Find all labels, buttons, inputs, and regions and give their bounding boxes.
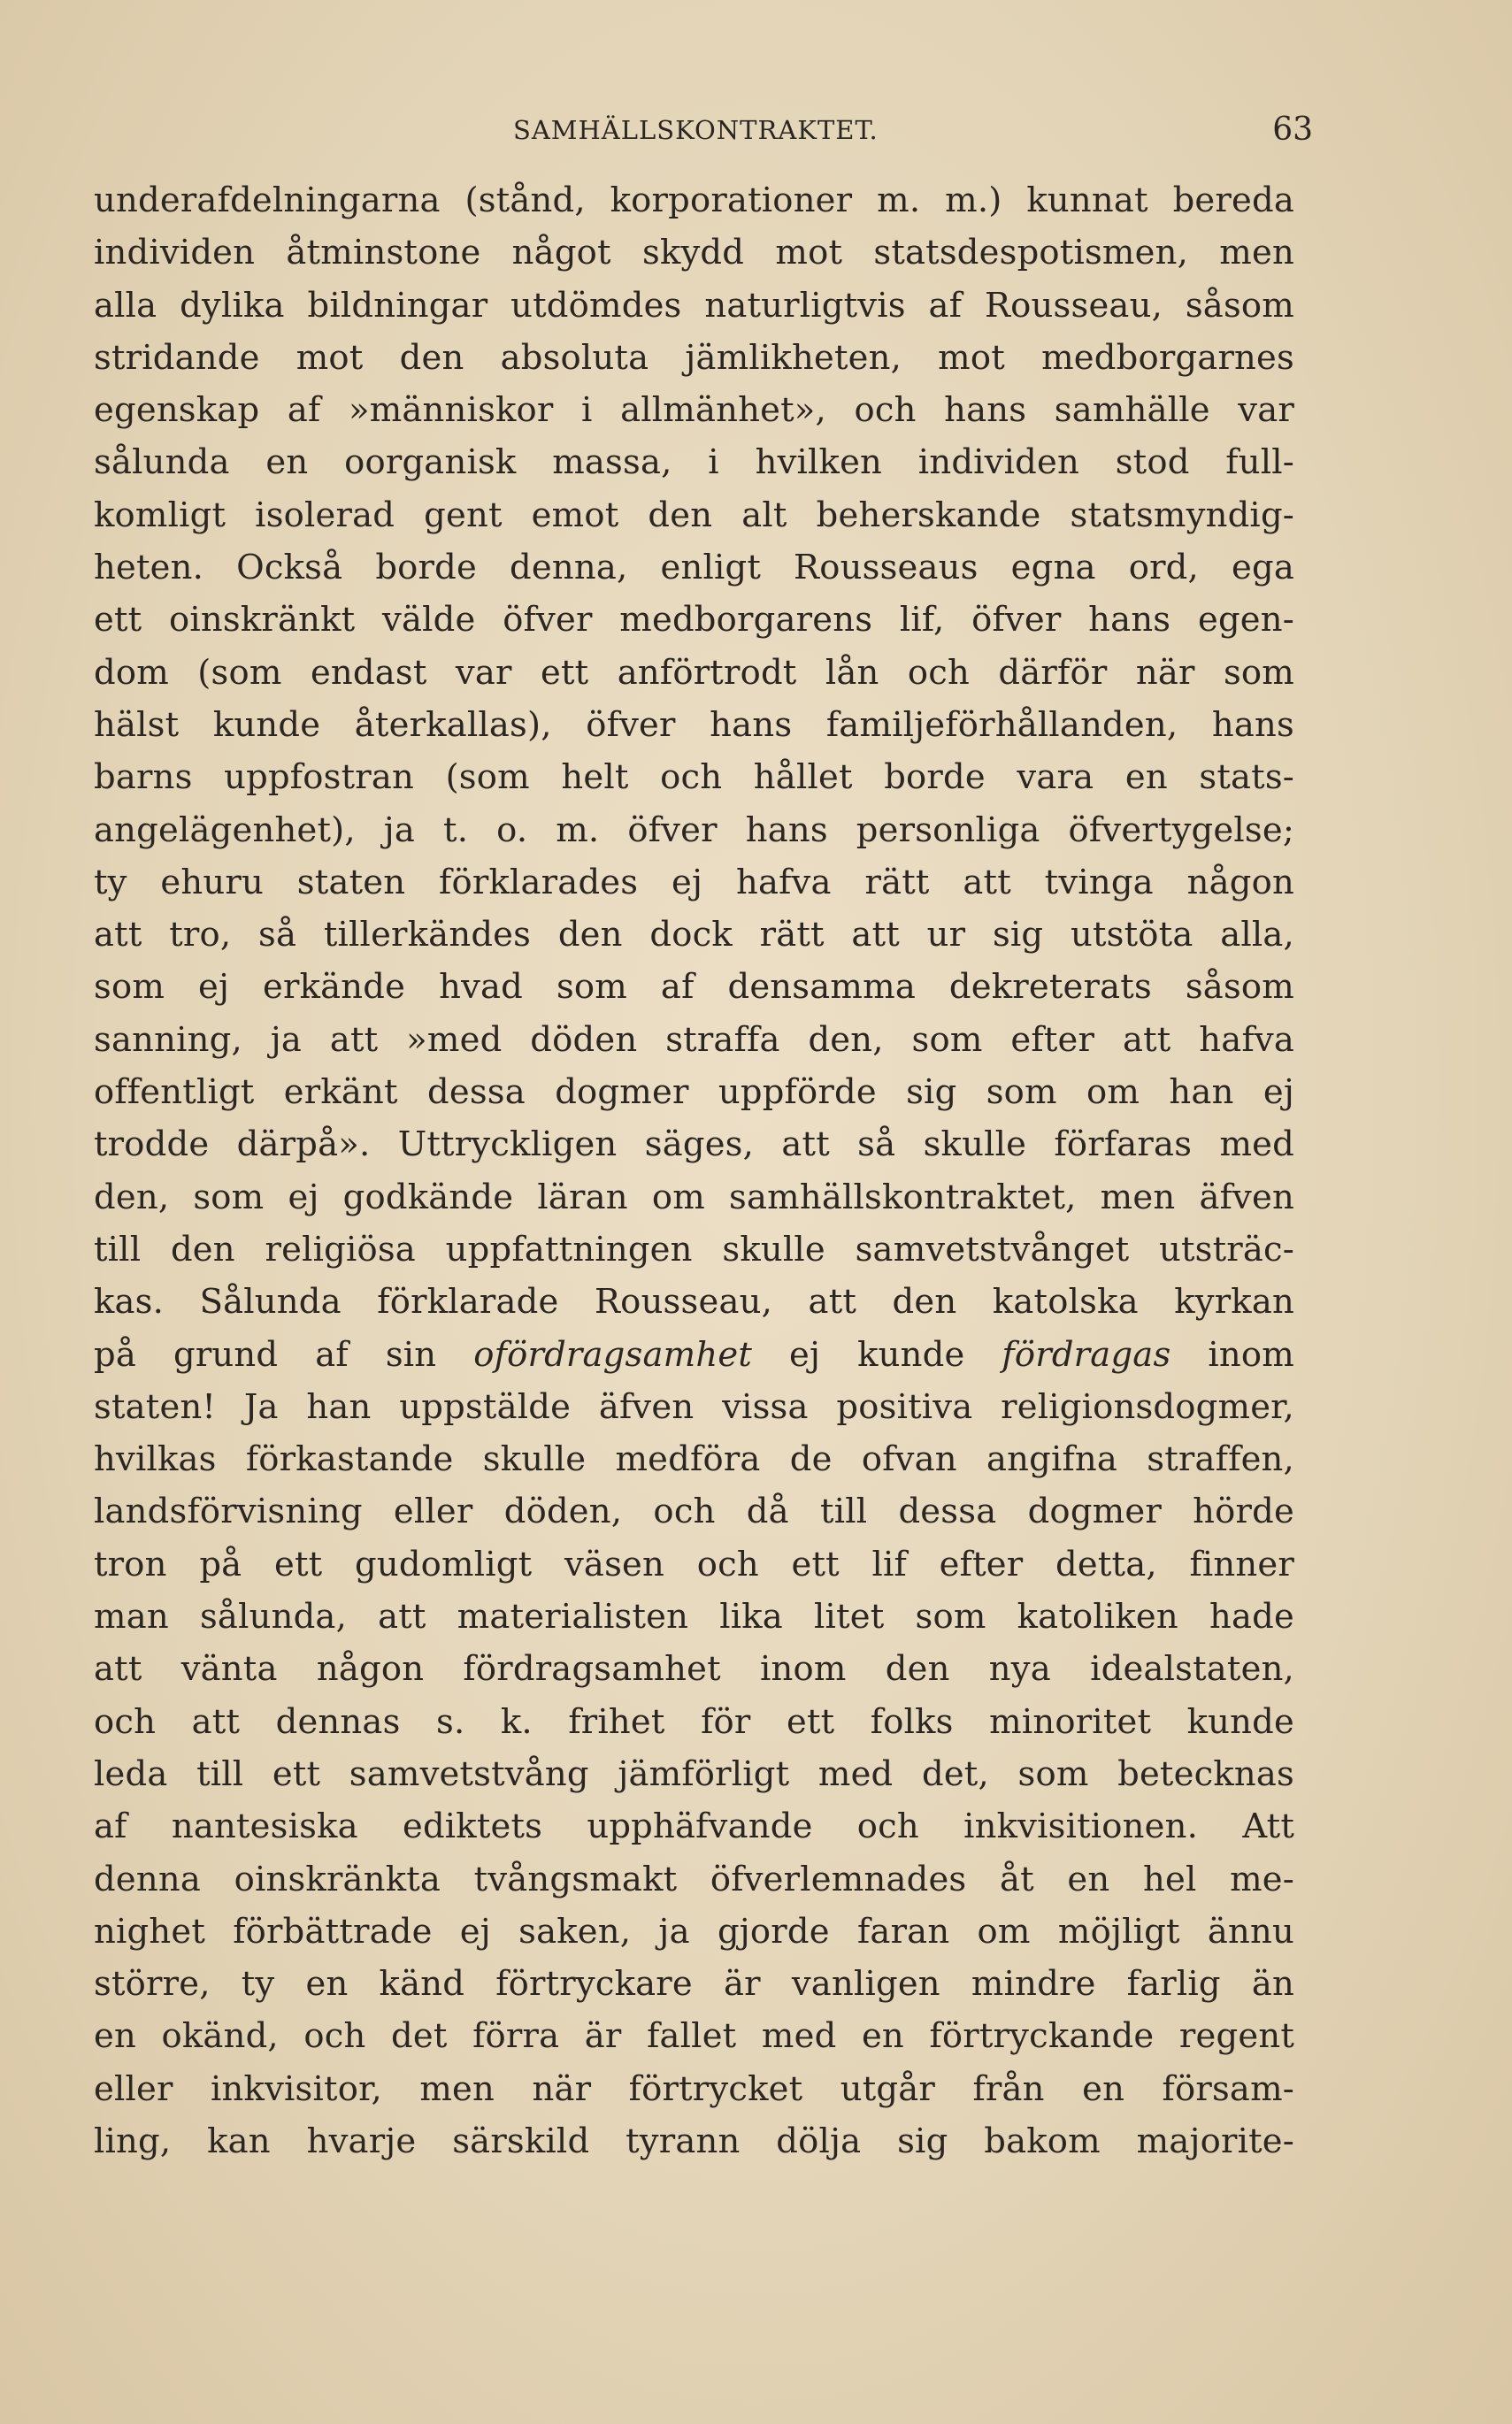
text-line: att tro, så tillerkändes den dock rätt att ur sig utstöta alla, <box>94 915 1294 955</box>
text-line: och att dennas s. k. frihet för ett folks minoritet kunde <box>94 1701 1294 1742</box>
text-line: angelägenhet), ja t. o. m. öfver hans personliga öfvertygelse; <box>94 809 1294 850</box>
text-segment: på grund af sin <box>94 1334 474 1375</box>
text-line: ty ehuru staten förklarades ej hafva rätt att tvinga någon <box>94 862 1294 902</box>
text-line: trodde därpå». Uttryckligen säges, att så skulle förfaras med <box>94 1124 1294 1165</box>
text-line: stridande mot den absoluta jämlikheten, mot medborgarnes <box>94 337 1294 378</box>
text-line-with-italics <box>94 1329 1294 1381</box>
text-line: heten. Också borde denna, enligt Rousseaus egna ord, ega <box>94 548 1294 588</box>
text-line: egenskap af »människor i allmänhet», och hans samhälle var <box>94 390 1294 431</box>
text-line: sålunda en oorganisk massa, i hvilken individen stod full- <box>94 442 1294 483</box>
text-line: leda till ett samvetstvång jämförligt med det, som betecknas <box>94 1753 1294 1794</box>
text-line: staten! Ja han uppstälde äfven vissa positiva religionsdogmer, <box>94 1386 1294 1427</box>
text-line: sanning, ja att »med döden straffa den, som efter att hafva <box>94 1019 1294 1060</box>
text-line: den, som ej godkände läran om samhällskontraktet, men äfven <box>94 1177 1294 1217</box>
text-line: hälst kunde återkallas), öfver hans familjeförhållanden, hans <box>94 704 1294 745</box>
text-line: ling, kan hvarje särskild tyrann dölja sig bakom majorite- <box>94 2121 1294 2161</box>
text-line: nighet förbättrade ej saken, ja gjorde faran om möjligt ännu <box>94 1911 1294 1952</box>
text-line: denna oinskränkta tvångsmakt öfverlemnades åt en hel me- <box>94 1859 1294 1899</box>
text-line: ett oinskränkt välde öfver medborgarens lif, öfver hans egen- <box>94 600 1294 641</box>
text-line: individen åtminstone något skydd mot statsdespotismen, men <box>94 233 1294 273</box>
text-line: barns uppfostran (som helt och hållet borde vara en stats- <box>94 757 1294 798</box>
text-segment: inom <box>1170 1334 1294 1375</box>
text-line: alla dylika bildningar utdömdes naturligtvis af Rousseau, såsom <box>94 285 1294 326</box>
text-line: att vänta någon fördragsamhet inom den nya idealstaten, <box>94 1649 1294 1690</box>
text-line: till den religiösa uppfattningen skulle samvetstvånget utsträc- <box>94 1229 1294 1270</box>
text-segment: ej kunde <box>752 1334 1002 1375</box>
text-line: större, ty en känd förtryckare är vanligen mindre farlig än <box>94 1964 1294 2005</box>
text-line: af nantesiska ediktets upphäfvande och inkvisitionen. Att <box>94 1806 1294 1847</box>
body-text <box>94 174 1294 2167</box>
text-line: dom (som endast var ett anförtrodt lån och därför när som <box>94 652 1294 693</box>
text-line: man sålunda, att materialisten lika litet som katoliken hade <box>94 1597 1294 1638</box>
text-line: kas. Sålunda förklarade Rousseau, att den katolska kyrkan <box>94 1282 1294 1323</box>
page-number: 63 <box>1272 111 1313 148</box>
text-line: landsförvisning eller döden, och då till dessa dogmer hörde <box>94 1492 1294 1532</box>
italic-word: fördragas <box>1002 1334 1171 1375</box>
text-line: hvilkas förkastande skulle medföra de ofvan angifna straffen, <box>94 1439 1294 1480</box>
text-line: komligt isolerad gent emot den alt beherskande statsmyndig- <box>94 495 1294 535</box>
text-line: tron på ett gudomligt väsen och ett lif efter detta, finner <box>94 1544 1294 1584</box>
page-header <box>88 104 1313 157</box>
running-head: SAMHÄLLSKONTRAKTET. <box>513 115 879 145</box>
text-line: som ej erkände hvad som af densamma dekreterats såsom <box>94 967 1294 1008</box>
text-line: underafdelningarna (stånd, korporationer m. m.) kunnat bereda <box>94 180 1294 220</box>
text-line: offentligt erkänt dessa dogmer uppförde sig som om han ej <box>94 1072 1294 1113</box>
text-line: en okänd, och det förra är fallet med en förtryckande regent <box>94 2016 1294 2057</box>
text-line: eller inkvisitor, men när förtrycket utgår från en försam- <box>94 2068 1294 2109</box>
italic-word: ofördragsamhet <box>473 1334 752 1375</box>
